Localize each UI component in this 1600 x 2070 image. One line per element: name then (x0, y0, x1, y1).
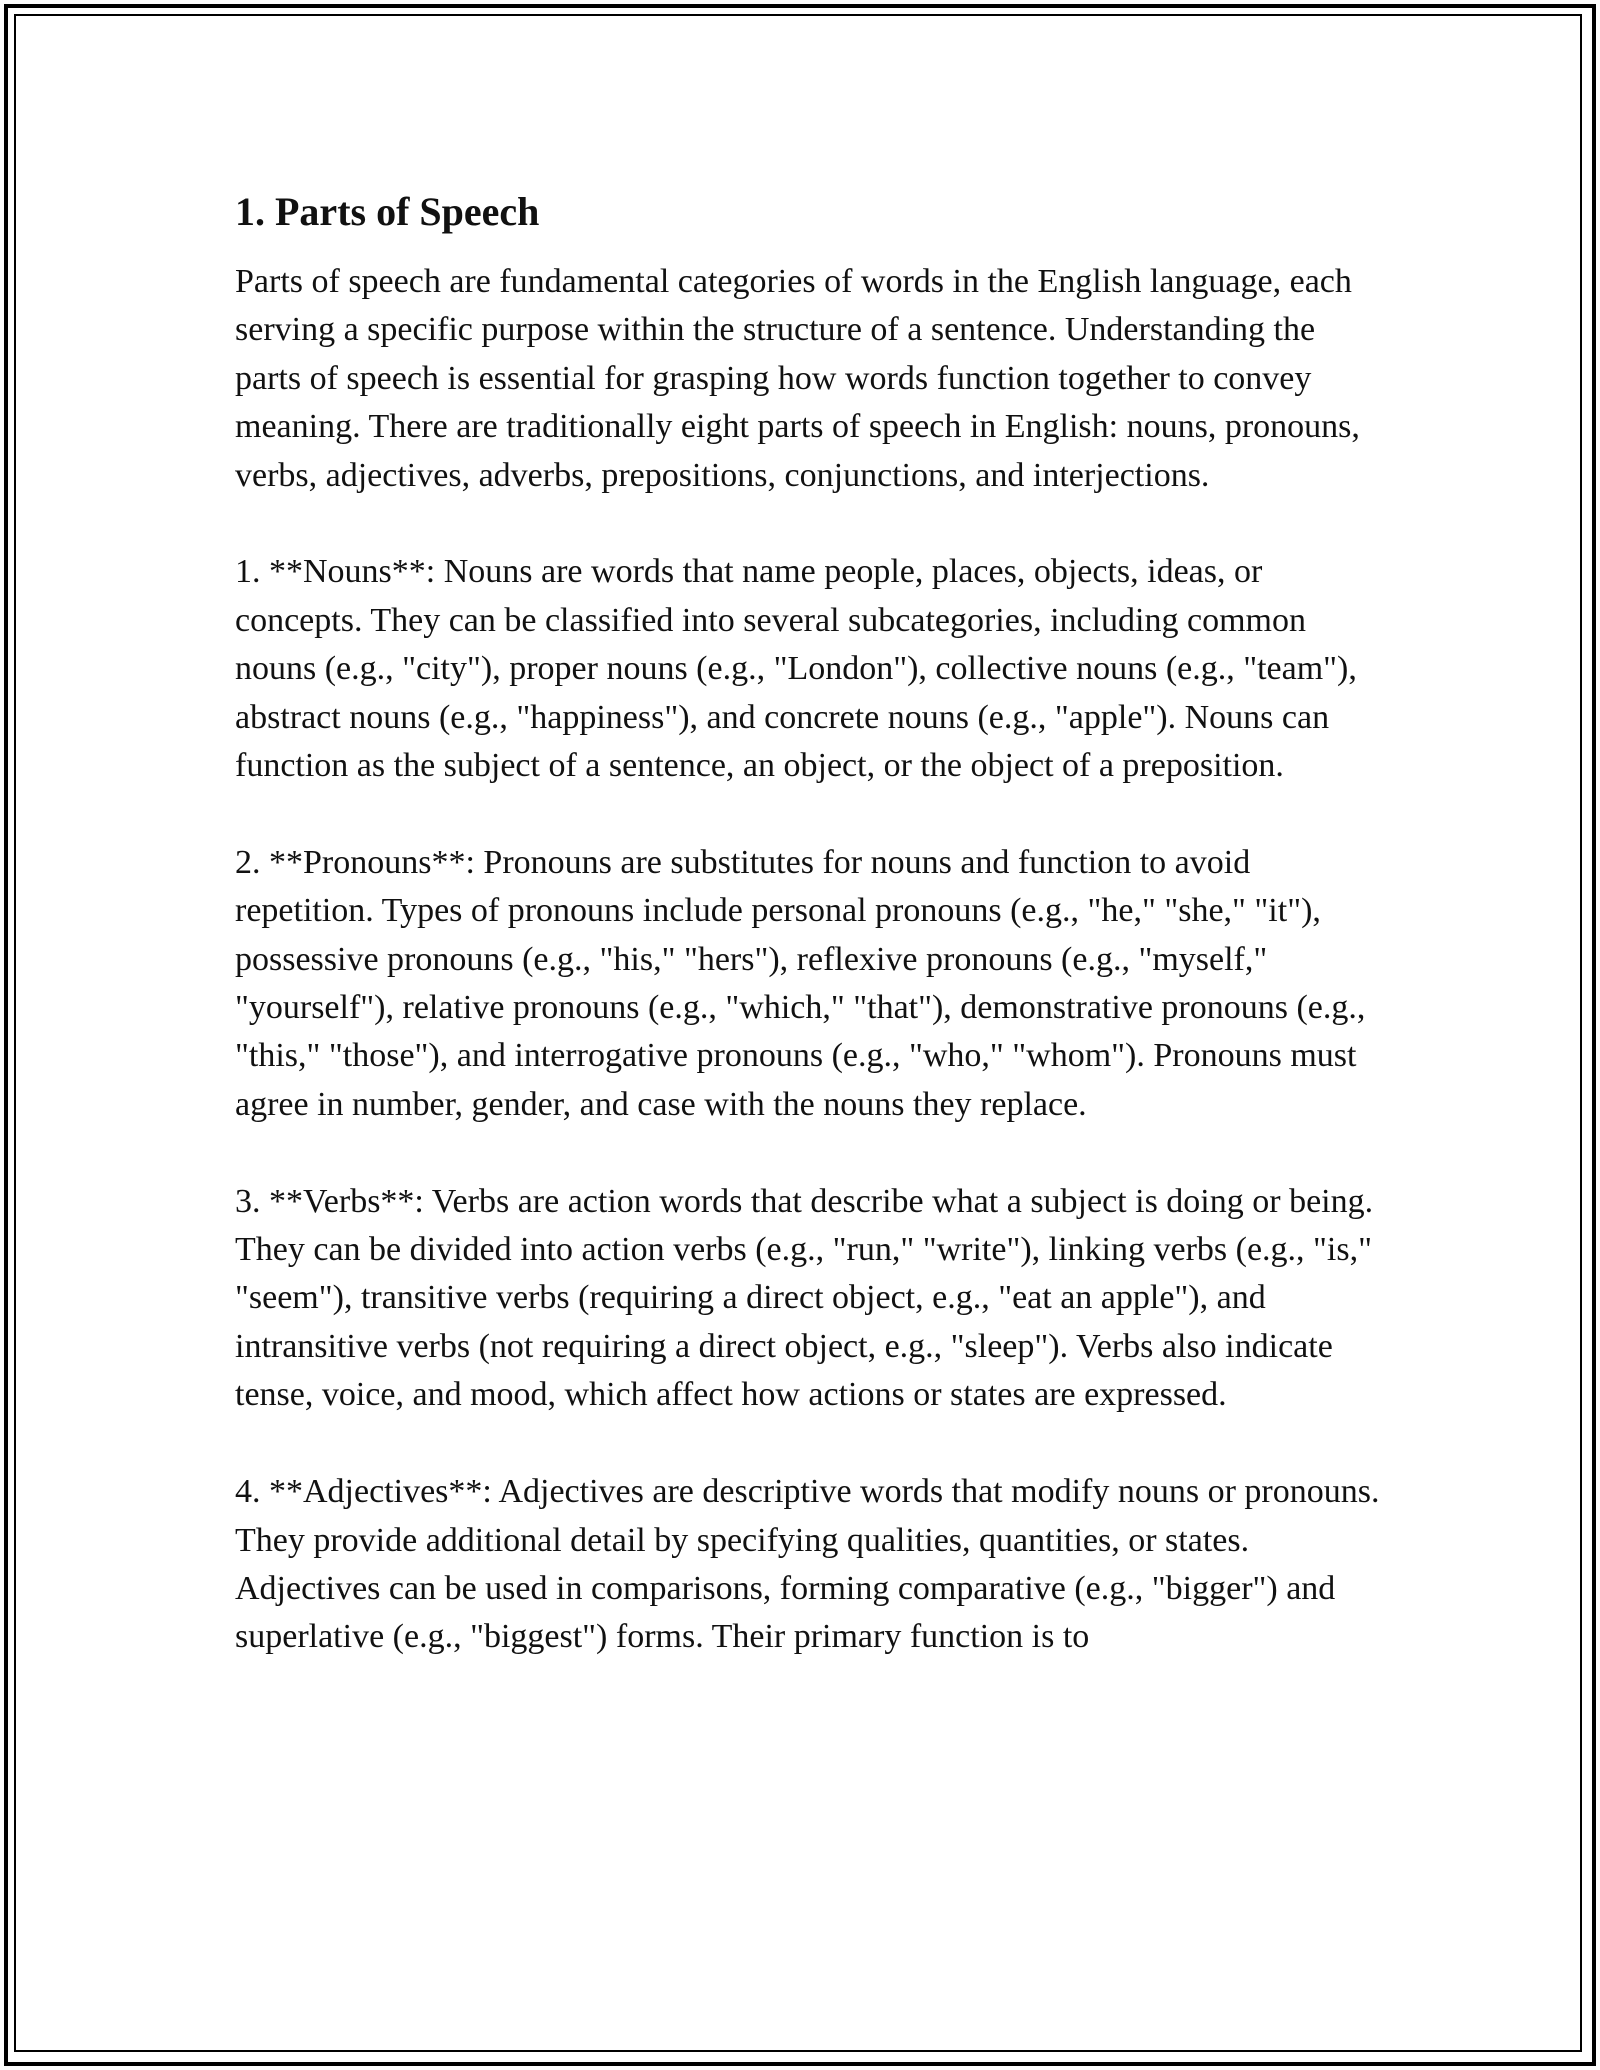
verbs-paragraph: 3. **Verbs**: Verbs are action words that describe what a subject is doing or being. They can be divided into action verbs (e.g., "run," "write"), linking verbs (e.g., "is," "seem"), transitive verbs (requiring a direct object, e.g., "eat an apple"), and intransitive verbs (not requiring a direct object, e.g., "sleep"). Verbs also indicate tense, voice, and mood, which affect how actions or states are expressed. (235, 1182, 1374, 1414)
nouns-paragraph: 1. **Nouns**: Nouns are words that name people, places, objects, ideas, or concepts. They can be classified into several subcategories, including common nouns (e.g., "city"), proper nouns (e.g., "London"), collective nouns (e.g., "team"), abstract nouns (e.g., "happiness"), and concrete nouns (e.g., "apple"). Nouns can function as the subject of a sentence, an object, or the object of a preposition. (235, 553, 1357, 785)
adjectives-paragraph: 4. **Adjectives**: Adjectives are descriptive words that modify nouns or pronouns. They provide additional detail by specifying qualities, quantities, or states. Adjectives can be used in comparisons, forming comparative (e.g., "bigger") and superlative (e.g., "biggest") forms. Their primary function is to (235, 1473, 1380, 1656)
section-heading: 1. Parts of Speech (235, 189, 540, 234)
intro-paragraph: Parts of speech are fundamental categories of words in the English language, each serving a specific purpose within the structure of a sentence. Understanding the parts of speech is essential for grasping how words function together to convey meaning. There are traditionally eight parts of speech in English: nouns, pronouns, verbs, adjectives, adverbs, prepositions, conjunctions, and interjections. (235, 263, 1360, 494)
document-body (235, 185, 1385, 1710)
pronouns-paragraph: 2. **Pronouns**: Pronouns are substitutes for nouns and function to avoid repetition. Types of pronouns include personal pronouns (e.g., "he," "she," "it"), possessive pronouns (e.g., "his," "hers"), reflexive pronouns (e.g., "myself," "yourself"), relative pronouns (e.g., "which," "that"), demonstrative pronouns (e.g., "this," "those"), and interrogative pronouns (e.g., "who," "whom"). Pronouns must agree in number, gender, and case with the nouns they replace. (235, 843, 1366, 1123)
